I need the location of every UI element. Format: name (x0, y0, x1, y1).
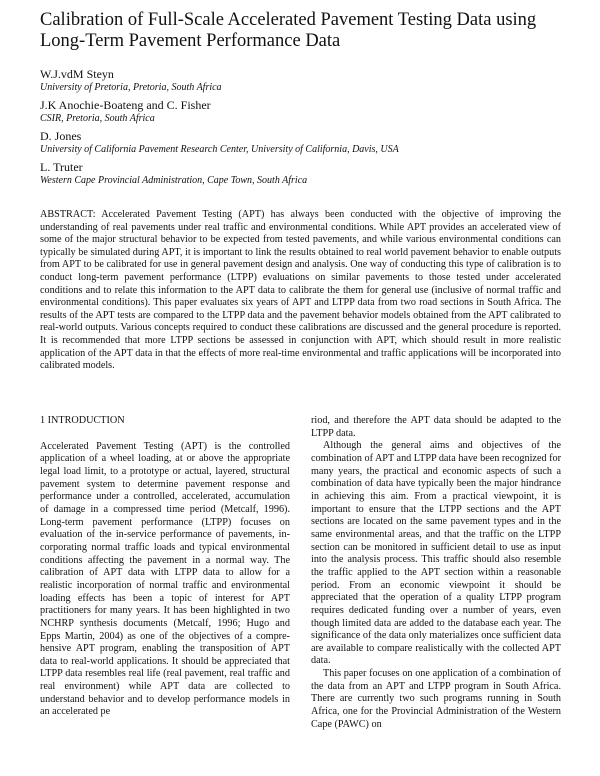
author-affiliation: Western Cape Provincial Administration, Cape Town, South Africa (40, 175, 308, 186)
author-entry (40, 128, 560, 156)
abstract: ABSTRACT: Accelerated Pavement Testing (APT) has always been conducted with the objective of improving the understanding of real pavements under real traffic and environmental conditions. While APT provides an accelerated view of some of the major structural behavior to be expected from tested pavements, and while various environmental conditions can typically be simulated during APT, it is important to link the results obtained to real world pavement behavior to enable outputs from APT to be calibrated for use in general pavement design and analysis. One way of conducting this type of calibration is to conduct long-term pavement performance (LTPP) evaluations on similar pavements to those tested under accelerated conditions and to relate this information to the APT data to calibrate the them for general use (inclusive of normal traffic and environmental conditions). This paper evaluates six years of APT and LTPP data from two road sections in South Africa. The results of the APT tests are compared to the LTPP data and the pavement behavior models obtained from the APT calibrated to real-world outputs. Various concepts required to conduct these calibrations are discussed and the general procedure is reported. It is recommended that more LTPP sections be assessed in conjunction with APT, which should result in more realistic application of the APT data in that the effects of more real-time environmental and traffic applications will be incorporated into calibrated models. (40, 209, 561, 372)
author-name: J.K Anochie-Boateng and C. Fisher (40, 98, 211, 112)
body-paragraph: This paper focuses on one application of a combination of the data from an APT and LTPP program in South Africa. There are currently two such programs running in South Africa, one for the Provincial Administration of the Western Cape (PAWC) on (311, 668, 561, 730)
body-paragraph: riod, and therefore the APT data should be adapted to the LTPP data. (311, 415, 561, 439)
author-entry (40, 159, 560, 187)
title-line: Calibration of Full-Scale Accelerated Pavement Testing Data using (40, 10, 537, 30)
paper-title (40, 10, 560, 52)
author-affiliation: CSIR, Pretoria, South Africa (40, 113, 155, 124)
right-column (311, 415, 561, 731)
left-column (40, 415, 290, 719)
section-heading-introduction: 1 INTRODUCTION (40, 415, 125, 426)
author-name: L. Truter (40, 160, 83, 174)
author-entry (40, 97, 560, 125)
body-paragraph: Accelerated Pavement Testing (APT) is the controlled application of a wheel loading, at or above the appropriate legal load limit, to a prototype or actual, layered, structural pavement system to determine pavement response and performance under a controlled, accelerated, accumulation of damage in a compressed time period (Metcalf, 1996). Long-term pavement performance (LTPP) focuses on evaluation of the in-service performance of pavements, incorporating normal traffic loads and typical environmental conditions affecting the pavement in a normal way. The calibration of APT data with LTPP data to allow for a realistic incorporation of normal traffic and environmental loading effects has been a topic of interest for APT practitioners for many years. It has been highlighted in two NCHRP synthesis documents (Metcalf, 1996; Hugo and Epps Martin, 2004) as one of the objectives of a comprehensive APT program, enabling the transposition of APT data to real-world applications. It should be appreciated that LTPP data resembles real life (real pavement, real traffic and real environment) while APT data are collected to understand behavior and to develop performance models in an accelerated pe (40, 440, 290, 718)
author-name: W.J.vdM Steyn (40, 67, 114, 81)
author-affiliation: University of Pretoria, Pretoria, South Africa (40, 82, 222, 93)
body-paragraph: Although the general aims and objectives of the combination of APT and LTPP data have been recognized for many years, the practical and economic aspects of such a combination of data have typically been the major hindrance in achieving this aim. From a practical viewpoint, it is important to ensure that the LTPP sections and the APT sections are located on the same pavement types and in the same environmental areas, and that the traffic on the LTPP section can be monitored in sufficient detail to use as input into the analysis process. This traffic should also resemble the traffic applied to the APT section within a reasonable period. From an economic viewpoint it should be appreciated that the operation of a quality LTPP program requires dedicated funding over a number of years, even though limited data are added to the database each year. The significance of the data only materializes once sufficient data are available to compare realistically with the collected APT data. (311, 440, 561, 667)
author-name: D. Jones (40, 129, 82, 143)
author-affiliation: University of California Pavement Research Center, University of California, Davis, USA (40, 144, 399, 155)
author-entry (40, 66, 560, 94)
author-list (40, 66, 560, 190)
title-line: Long-Term Pavement Performance Data (40, 31, 341, 51)
